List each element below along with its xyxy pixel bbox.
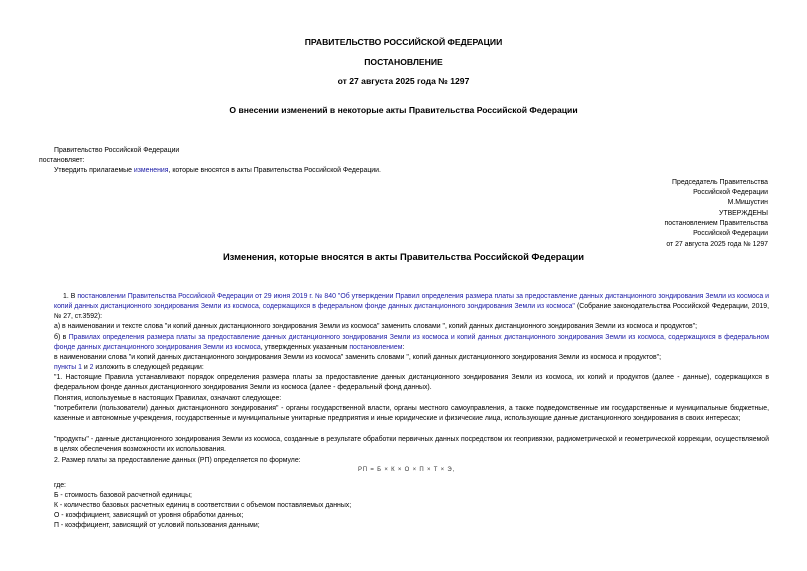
document-type: ПОСТАНОВЛЕНИЕ [364,57,443,67]
document-title: О внесении изменений в некоторые акты Правительства Российской Федерации [229,105,578,115]
government-heading: ПРАВИТЕЛЬСТВО РОССИЙСКОЙ ФЕДЕРАЦИИ [304,37,503,47]
item-1b-end: : [402,344,405,351]
item-1b-name: в наименовании слова "и копий данных дистанционного зондирования Земли из космоса" заменить словами ", копий данных дистанционного зондирования Земли из космоса и продуктов"; [54,354,661,361]
changes-link[interactable]: изменения [133,167,169,174]
payment-formula: РП = Б × К × О × П × Т × Э, [358,467,455,473]
signature-position: Председатель Правительства [672,179,768,186]
rules-paragraph-1: "1. Настоящие Правила устанавливают порядок определения размера платы за предоставление данных дистанционного зондирования Земли из космоса, их копий и продуктов (далее - данные), содержащихся в федеральном фонде данных дистанционного зондирования Земли из космоса (далее - федеральный фонд данных). [54,374,769,391]
definition-k: К - количество базовых расчетных единиц в соответствии с объемом поставляемых данных; [54,502,352,509]
preamble-line-1: Правительство Российской Федерации [54,147,180,154]
preamble-line-2: постановляет: [39,157,85,164]
signature-name: М.Мишустин [727,199,768,206]
approve-text-before: Утвердить прилагаемые [54,167,134,174]
definition-p: П - коэффициент, зависящий от условий пользования данными; [54,522,260,529]
item-1-paragraph [54,292,769,322]
point-2-link[interactable]: 2 [89,364,94,371]
rules-link[interactable]: Правилах определения размера платы за предоставление данных дистанционного зондирования Земли из космоса и копий данных дистанционного зондирования Земли из космоса, содержащихся в федеральном фонде данных дистанционного зондирования Земли из космоса [54,334,769,351]
where-label: где: [54,482,66,489]
resolution-link[interactable]: постановлением [349,344,403,351]
item-1b-prefix: б) в [54,334,69,341]
approved-by: постановлением Правительства [664,220,768,227]
points-and: и [81,364,90,371]
item-1-prefix: 1. В [63,293,78,300]
definition-o: О - коэффициент, зависящий от уровня обработки данных; [54,512,244,519]
approve-text-after: , которые вносятся в акты Правительства Российской Федерации. [168,167,381,174]
points-rest: изложить в следующей редакции: [93,364,204,371]
changes-title: Изменения, которые вносятся в акты Правительства Российской Федерации [222,251,585,262]
rules-paragraph-3: "потребители (пользователи) данных дистанционного зондирования" - органы государственной власти, органы местного самоуправления, а также подведомственные им государственные и муниципальные бюджетные, казенные и автономные учреждения, государственные и муниципальные унитарные предприятия и иные юридические и физические лица, использующие данные дистанционного зондирования в своих интересах; [54,405,769,422]
document-date-number: от 27 августа 2025 года № 1297 [337,76,470,86]
approve-paragraph [54,166,381,175]
definition-b: Б - стоимость базовой расчетной единицы; [54,492,192,499]
item-1b-middle: , утвержденных указанным [260,344,350,351]
item-1b-paragraph [54,333,769,353]
approved-label: УТВЕРЖДЕНЫ [719,210,768,217]
signature-organization: Российской Федерации [693,189,768,196]
approved-date: от 27 августа 2025 года № 1297 [666,241,768,248]
item-1-suffix: (Собрание законодательства Российской Федерации, 2019, № 27, ст.3592): [54,303,769,320]
resolution-840-link[interactable]: постановлении Правительства Российской Федерации от 29 июня 2019 г. № 840 "Об утверждении Правил определения размера платы за предоставление данных дистанционного зондирования Земли из космоса и копий данных дистанционного зондирования Земли из космоса, содержащихся в федеральном фонде данных дистанционного зондирования Земли из космоса" [54,293,770,310]
item-1a: а) в наименовании и тексте слова "и копий данных дистанционного зондирования Земли из космоса" заменить словами ", копий данных дистанционного зондирования Земли из космоса и продуктов"; [54,323,698,330]
rules-paragraph-4: "продукты" - данные дистанционного зондирования Земли из космоса, созданные в результате обработки первичных данных посредством их геопривязки, радиометрической и геометрической коррекции, осуществляемой в целях обеспечения возможности их использования. [54,436,769,453]
point-1-link[interactable]: пункты 1 [54,364,82,371]
item-1b-points [54,363,204,372]
approved-organization: Российской Федерации [693,230,768,237]
rules-paragraph-5: 2. Размер платы за предоставление данных (РП) определяется по формуле: [54,457,301,464]
rules-paragraph-2: Понятия, используемые в настоящих Правилах, означают следующее: [54,395,282,402]
